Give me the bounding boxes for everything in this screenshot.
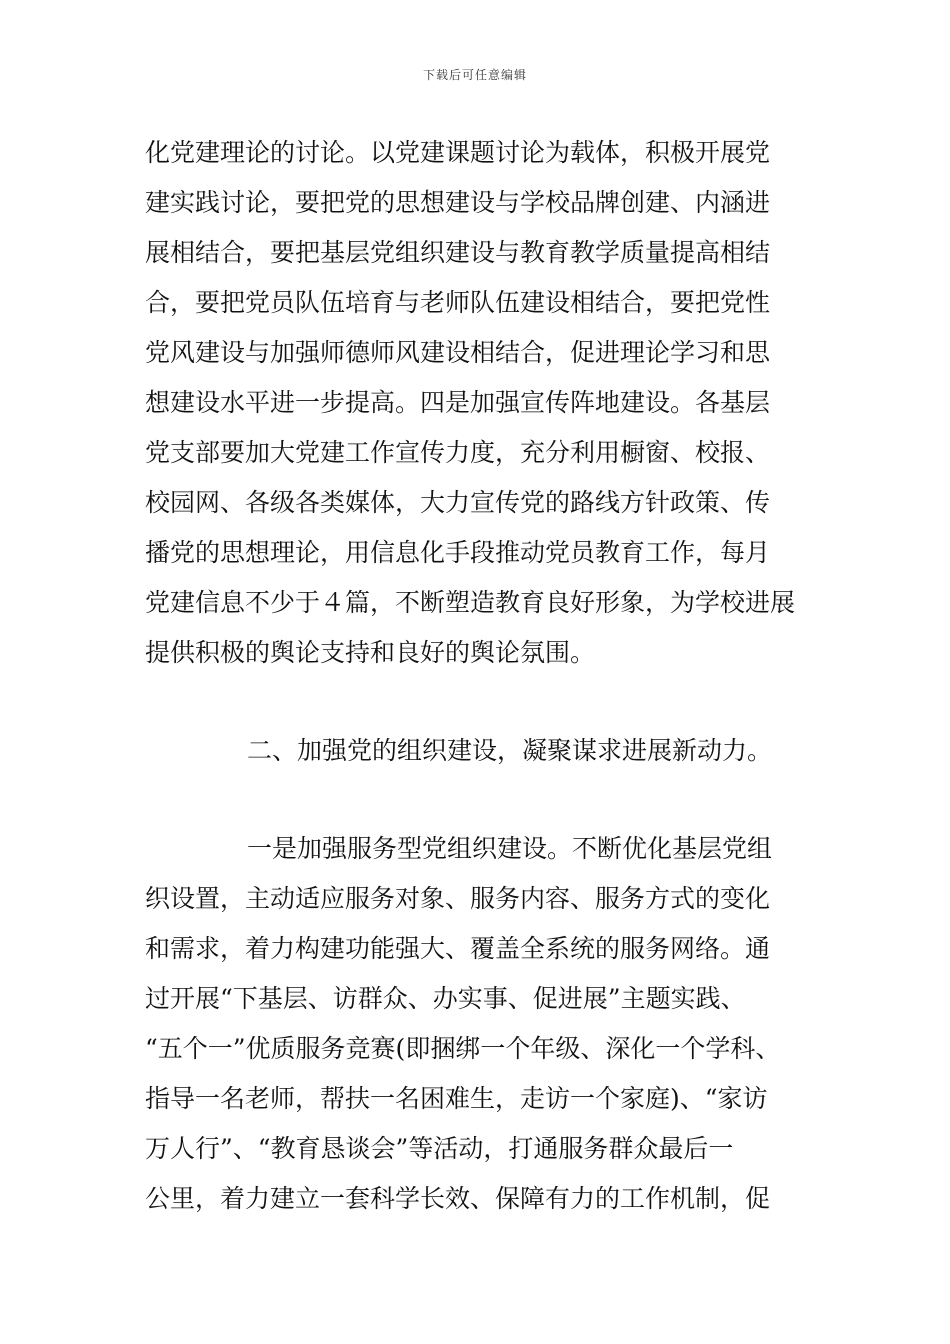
paragraph-line: 指导一名老师，帮扶一名困难生，走访一个家庭)、“家访 [145,1084,768,1113]
paragraph-line: 和需求，着力构建功能强大、覆盖全系统的服务网络。通 [145,934,771,963]
paragraph-line: 合，要把党员队伍培育与老师队伍建设相结合，要把党性 [145,288,771,317]
paragraph-continued [145,128,815,678]
paragraph-line: 提供积极的舆论支持和良好的舆论氛围。 [145,638,596,667]
paragraph-line: 建实践讨论，要把党的思想建设与学校品牌创建、内涵进 [145,188,771,217]
paragraph-line: 化党建理论的讨论。以党建课题讨论为载体，积极开展党 [145,138,771,167]
paragraph-line: 公里，着力建立一套科学长效、保障有力的工作机制，促 [145,1184,771,1213]
paragraph-line: 织设置，主动适应服务对象、服务内容、服务方式的变化 [145,884,771,913]
page-header-note: 下载后可任意编辑 [422,68,527,82]
paragraph-spacer [145,776,815,824]
paragraph-line: 党支部要加大党建工作宣传力度，充分利用橱窗、校报、 [145,438,771,467]
paragraph-line: 一是加强服务型党组织建设。不断优化基层党组 [247,834,773,863]
paragraph-line: 党建信息不少于４篇，不断塑造教育良好形象，为学校进展 [145,588,796,617]
document-body [145,128,815,1224]
paragraph-line: “五个一”优质服务竞赛(即捆绑一个年级、深化一个学科、 [145,1034,781,1063]
paragraph-line: 播党的思想理论，用信息化手段推动党员教育工作，每月 [145,538,771,567]
paragraph-line: 过开展“下基层、访群众、办实事、促进展”主题实践、 [145,984,746,1013]
paragraph-line: 展相结合，要把基层党组织建设与教育教学质量提高相结 [145,238,771,267]
paragraph-service-org [145,824,815,1224]
paragraph-line: 万人行”、“教育恳谈会”等活动，打通服务群众最后一 [145,1134,734,1163]
section-heading: 二、加强党的组织建设，凝聚谋求进展新动力。 [247,736,773,765]
paragraph-line: 校园网、各级各类媒体，大力宣传党的路线方针政策、传 [145,488,771,517]
paragraph-spacer [145,678,815,726]
paragraph-line: 想建设水平进一步提高。四是加强宣传阵地建设。各基层 [145,388,771,417]
paragraph-line: 党风建设与加强师德师风建设相结合，促进理论学习和思 [145,338,771,367]
